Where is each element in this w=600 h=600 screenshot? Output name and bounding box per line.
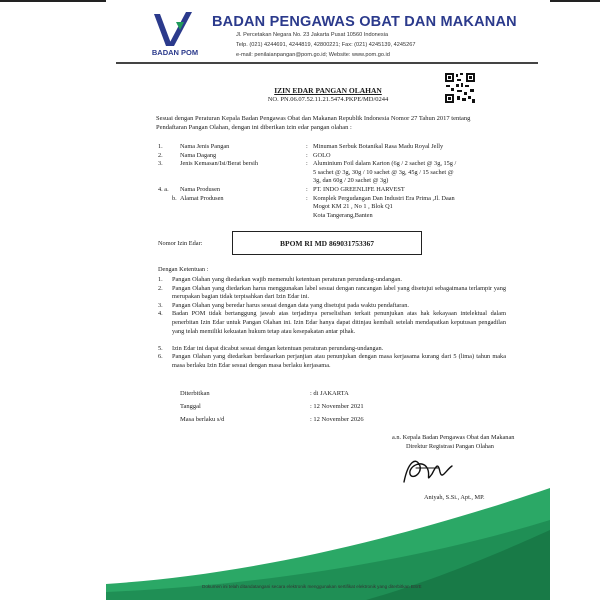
row-value-line: 5 sachet @ 3g, 30g / 10 sachet @ 3g, 45g / 15 sachet @ [313, 168, 454, 176]
izin-edar-number: BPOM RI MD 869031753367 [280, 238, 374, 248]
valid-until-label: Masa berlaku s/d [180, 416, 225, 423]
org-phone: Telp. (021) 4244691, 4244819, 42800221; Fax: (021) 4245139, 4245267 [236, 42, 416, 48]
row-number: b. [172, 194, 177, 202]
condition-text: Pangan Olahan yang diedarkan harus menggunakan label sesuai dengan rancangan label yang disetujui sebagaimana terlampir yang merupakan bagian tidak terpisahkan dari Izin Edar ini. [172, 284, 506, 301]
document-number: NO. PN.06.07.52.11.21.5474.PKPE/MD/0244 [267, 96, 389, 103]
document-title: IZIN EDAR PANGAN OLAHAN [274, 86, 382, 95]
row-number: 4. a. [158, 186, 169, 193]
condition-text: Pangan Olahan yang beredar harus sesuai dengan data yang disetujui pada waktu pendaftaran. [172, 301, 409, 309]
condition-number: 3. [158, 301, 163, 309]
condition-number: 5. [158, 344, 163, 352]
row-number: 1. [158, 143, 163, 150]
condition-text: Pangan Olahan yang diedarkan wajib memenuhi ketentuan peraturan perundang-undangan. [172, 276, 402, 283]
row-value-line: Kota Tangerang,Banten [313, 211, 373, 219]
row-value-line: Aluminium Foil dalam Karton (6g / 2 sachet @ 3g, 15g / [313, 160, 457, 168]
valid-until-value: : 12 November 2026 [310, 416, 364, 423]
issued-at-value: : di JAKARTA [310, 390, 349, 397]
row-value-line: Mogot KM 21 , No 1 , Blok Q1 [313, 203, 393, 211]
izin-edar-document: BADAN POM BADAN PENGAWAS OBAT DAN MAKANAN Jl. Percetakan Negara No. 23 Jakarta Pusat 10560 Indonesia Telp. (021) 4244691, 4244819, 42800221; Fax: (021) 4245139, 4245267 e-mail: penilaianpangan@pom.go.id; Website: www.pom.go.id IZIN EDAR PANGAN OLAHAN NO. PN.06.07.52.11.21.5474.PKPE/MD/0244 Sesuai dengan Peraturan Kepala Badan Pengawas Obat dan Makanan Republik Indonesia Nomor 27 Tahun 2017 tentang Pendaftaran Pangan Olahan, dengan ini diberikan izin edar pangan olahan : 1. Nama Jenis Pangan : Minuman Serbuk Botanikal Rasa Madu Royal Jelly 2. Nama Dagang : GOLO 3. Jenis Kemasan/Isi/Berat bersih : Aluminium Foil dalam Karton (6g / 2 sachet @ 3g, 15g / 5 sachet @ 3g, 30g / 10 sachet @ 3g, 45g / 15 sachet @ 3g, dan 60g / 20 sachet @ 3g) 4. a. Nama Produsen : PT. INDO GREENLIFE HARVEST b. Alamat Produsen : Komplek Pergudangan Dan Industri Era Prima ,Jl. Daan Mogot KM 21 , No 1 , Blok Q1 Kota Tangerang,Banten Nomor Izin Edar: BPOM RI MD 869031753367 Dengan Ketentuan : 1. Pangan Olahan yang diedarkan wajib memenuhi ketentuan peraturan perundang-undangan. 2. Pangan Olahan yang diedarkan harus menggunakan label sesuai dengan rancangan label yang disetujui sebagaimana terlampir yang merupakan bagian tidak terpisahkan dari Izin Edar ini. 3. Pangan Olahan yang beredar harus sesuai dengan data yang disetujui pada waktu pendaftaran. 4. Badan POM tidak bertanggung jawab atas terjadinya perselisihan terkait penunjukan atas hak kekayaan intelektual dalam penerbitan Izin Edar untuk Pangan Olahan ini. Izin Edar hanya dapat ditinjau kembali setelah mendapatkan keputusan pengadilan yang telah memiliki kekuatan hukum tetap atau kesepakatan antar pihak. 5. Izin Edar ini dapat dicabut sesuai dengan ketentuan peraturan perundang-undangan. 6. Pangan Olahan yang diedarkan berdasarkan perjanjian atau penunjukan dengan masa kerjasama kurang dari 5 (lima) tahun maka masa berlaku Izin Edar sesuai dengan masa berlaku kerjasama. Diterbitkan : di JAKARTA Tanggal : 12 November 2021 Masa berlaku s/d : 12 November 2026 a.n. Kepala Badan Pengawas Obat dan Makanan Direktur Registrasi Pangan Olahan Aniyah, S.Si., Apt., MP. Dokumen ini telah ditandatangani secara elektronik menggunakan sertifikat elektronik yang diterbitkan BSrE [106, 0, 550, 600]
condition-item [158, 353, 508, 371]
electronic-signature-note: Dokumen ini telah ditandatangani secara elektronik menggunakan sertifikat elektronik yang diterbitkan BSrE [202, 584, 422, 589]
row-value-line: Komplek Pergudangan Dan Industri Era Prima ,Jl. Daan [313, 194, 455, 202]
row-value-line: 3g, dan 60g / 20 sachet @ 3g) [313, 177, 389, 185]
condition-item [158, 285, 508, 303]
condition-text: Pangan Olahan yang diedarkan berdasarkan perjanjian atau penunjukan dengan masa kerjasama kurang dari 5 (lima) tahun maka masa berlaku Izin Edar sesuai dengan masa berlaku kerjasama. [172, 353, 506, 369]
condition-number: 4. [158, 310, 163, 318]
row-label: Jenis Kemasan/Isi/Berat bersih [180, 160, 258, 168]
org-address: Jl. Percetakan Negara No. 23 Jakarta Pusat 10560 Indonesia [236, 32, 389, 38]
row-label: Nama Dagang [180, 151, 217, 159]
row-value: PT. INDO GREENLIFE HARVEST [313, 186, 405, 193]
izin-edar-label: Nomor Izin Edar: [158, 240, 203, 247]
signatory-position: Direktur Registrasi Pangan Olahan [406, 443, 494, 450]
intro-paragraph: Sesuai dengan Peraturan Kepala Badan Pengawas Obat dan Makanan Republik Indonesia Nomor 27 Tahun 2017 tentang Pendaftaran Pangan Olahan, dengan ini diberikan izin edar pangan olahan : [156, 115, 471, 131]
header-divider [116, 62, 538, 64]
conditions-heading: Dengan Ketentuan : [158, 266, 209, 273]
logo-caption: BADAN POM [151, 48, 199, 57]
condition-number: 2. [158, 284, 163, 292]
row-number: 3. [158, 160, 163, 168]
issued-at-label: Diterbitkan [180, 390, 210, 397]
row-label: Alamat Produsen [180, 194, 224, 202]
izin-edar-number-box [232, 231, 422, 255]
row-value: GOLO [313, 151, 331, 159]
condition-number: 6. [158, 353, 163, 361]
signatory-name: Aniyah, S.Si., Apt., MP. [424, 494, 485, 501]
issue-date-label: Tanggal [180, 403, 201, 410]
row-label: Nama Jenis Pangan [180, 143, 230, 150]
condition-item [158, 310, 508, 345]
issue-date-value: : 12 November 2021 [310, 403, 364, 410]
footer-wave-decoration [106, 480, 550, 600]
row-number: 2. [158, 151, 163, 159]
org-contact: e-mail: penilaianpangan@pom.go.id; Website: www.pom.go.id [236, 52, 390, 58]
signatory-on-behalf: a.n. Kepala Badan Pengawas Obat dan Makanan [392, 434, 515, 441]
org-name: BADAN PENGAWAS OBAT DAN MAKANAN [212, 14, 517, 30]
condition-number: 1. [158, 276, 163, 283]
condition-text: Izin Edar ini dapat dicabut sesuai dengan ketentuan peraturan perundang-undangan. [172, 344, 384, 352]
condition-text: Badan POM tidak bertanggung jawab atas terjadinya perselisihan terkait penunjukan atas hak kekayaan intelektual dalam penerbitan Izin Edar untuk Pangan Olahan ini. Izin Edar hanya dapat ditinjau kembali setelah mendapatkan keputusan pengadilan yang telah memiliki kekuatan hukum tetap atau kesepakatan antar pihak. [172, 310, 506, 335]
row-value: Minuman Serbuk Botanikal Rasa Madu Royal Jelly [313, 143, 444, 150]
row-label: Nama Produsen [180, 186, 221, 193]
